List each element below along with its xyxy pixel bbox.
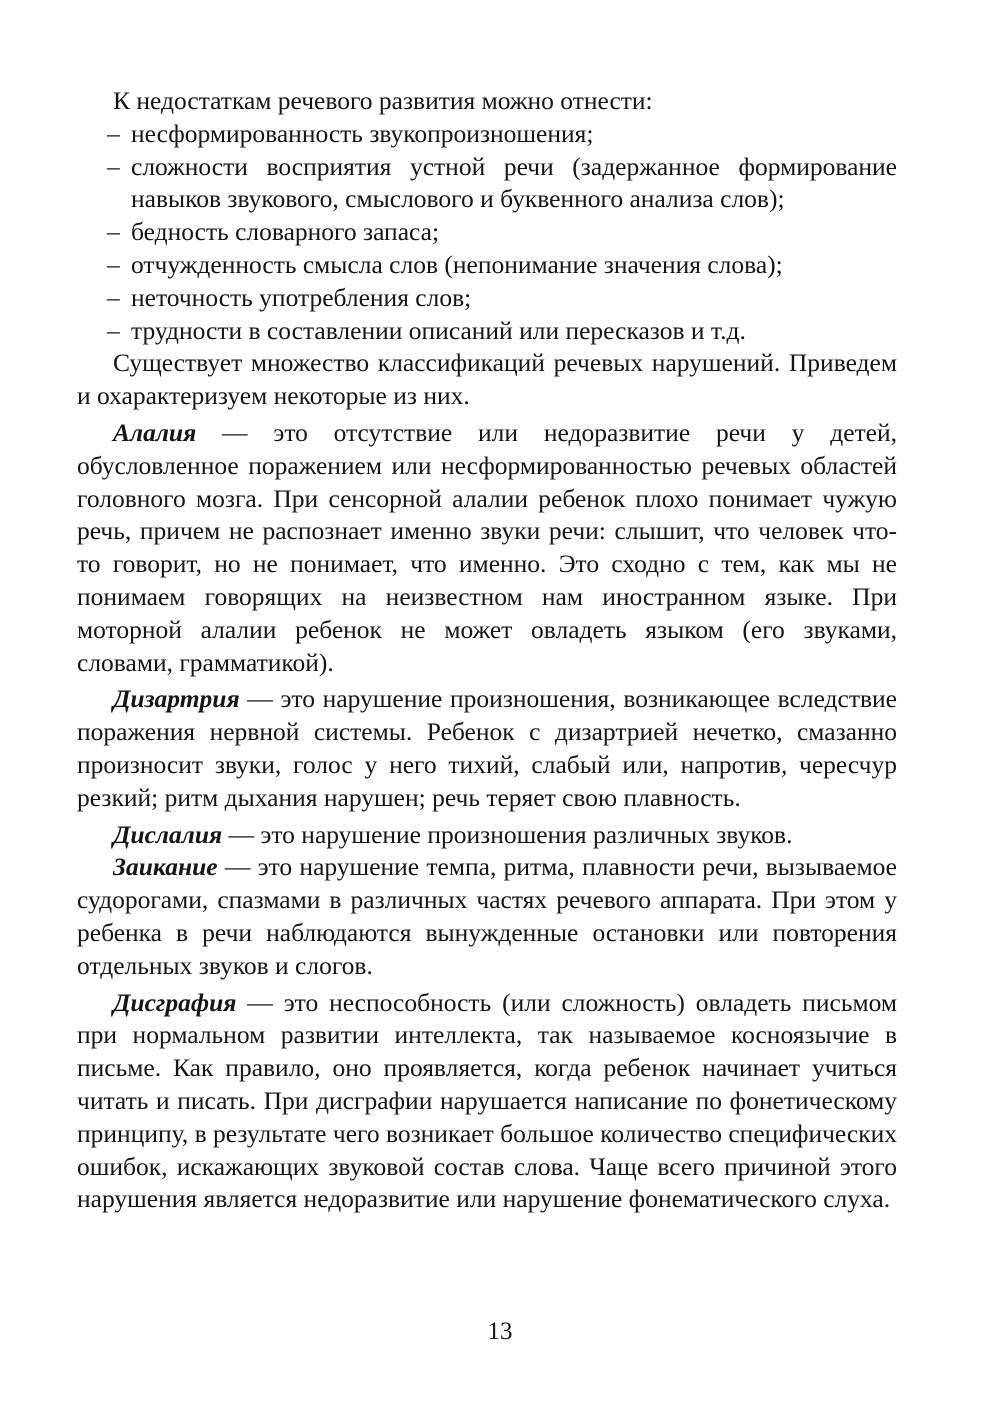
definition-dyslalia [77, 819, 897, 852]
intro-line: К недостаткам речевого развития можно отнести: [113, 86, 653, 115]
list-item: – бедность словарного запаса; [107, 216, 897, 249]
term-dysarthria: Дизартрия [113, 684, 240, 714]
classification-paragraph: Существует множество классификаций речевых нарушений. Приведем и охарактеризуем некоторые из них. [77, 348, 897, 411]
definition-text: — это неспособность (или сложность) овладеть письмом при нормальном развитии интеллекта, так называемое косноязычие в письме. Как правило, оно проявляется, когда ребенок начинает учиться читать и писать. При дисграфии нарушается написание по фонетическому принципу, в результате чего возникает большое количество специфических ошибок, искажающих звуковой состав слова. Чаще всего причиной этого нарушения является недоразвитие или нарушение фонематического слуха. [77, 987, 897, 1214]
definition-dysgraphia [77, 987, 897, 1217]
term-alalia: Алалия [113, 417, 197, 447]
definition-text: — это нарушение темпа, ритма, плавности речи, вызываемое судорогами, спазмами в различных частях речевого аппарата. При этом у ребенка в речи наблюдаются вынужденные остановки или повторения отдельных звуков и слогов. [77, 852, 897, 980]
page-body [77, 85, 897, 1216]
list-item: – неточность употребления слов; [107, 282, 897, 315]
list-item: – трудности в составлении описаний или пересказов и т.д. [107, 315, 897, 348]
list-item: – отчужденность смысла слов (непонимание значения слова); [107, 249, 897, 282]
defects-list [77, 118, 897, 348]
list-item: – сложности восприятия устной речи (задержанное формирование навыков звукового, смыслового и буквенного анализа слов); [107, 151, 897, 217]
list-item: – несформированность звукопроизношения; [107, 118, 897, 151]
definition-stuttering [77, 851, 897, 982]
definition-dysarthria [77, 683, 897, 814]
definition-alalia [77, 417, 897, 679]
definition-text: — это нарушение произношения, возникающее вследствие поражения нервной системы. Ребенок с дизартрией нечетко, смазанно произносит звуки, голос у него тихий, слабый или, напротив, чересчур резкий; ритм дыхания нарушен; речь теряет свою плавность. [77, 684, 897, 812]
term-dysgraphia: Дисграфия [113, 987, 237, 1017]
definition-text: — это отсутствие или недоразвитие речи у детей, обусловленное поражением или несформированностью речевых областей головного мозга. При сенсорной алалии ребенок плохо понимает чужую речь, причем не распознает именно звуки речи: слышит, что человек что-то говорит, но не понимает, что именно. Это сходно с тем, как мы не понимаем говорящих на неизвестном нам иностранном языке. При моторной алалии ребенок не может овладеть языком (его звуками, словами, грамматикой). [77, 417, 897, 677]
page-number: 13 [487, 1318, 513, 1345]
term-dyslalia: Дислалия [113, 819, 223, 849]
definition-text: — это нарушение произношения различных звуков. [222, 819, 793, 849]
term-stuttering: Заикание [113, 852, 218, 882]
